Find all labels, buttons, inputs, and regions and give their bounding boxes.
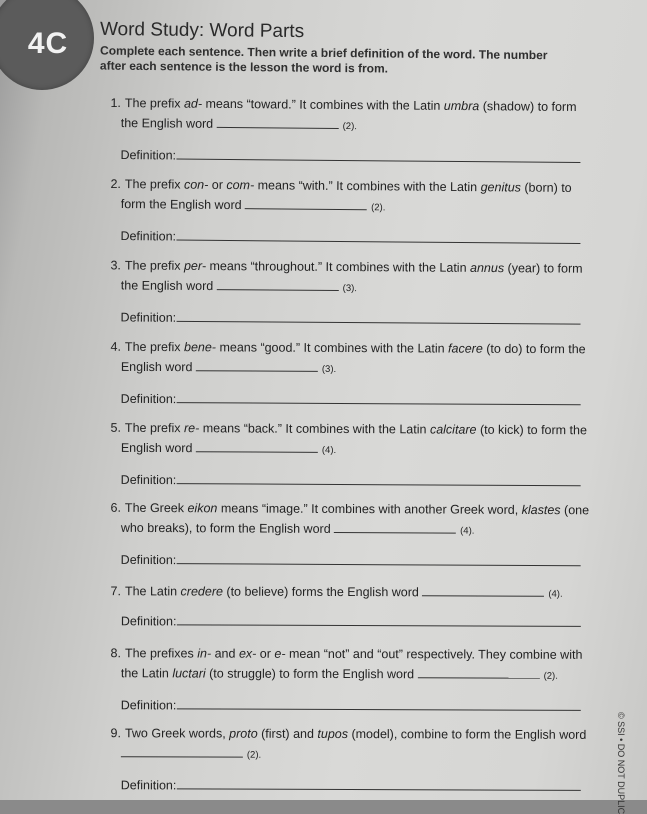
- definition-line[interactable]: [176, 612, 580, 626]
- definition-line[interactable]: [176, 776, 580, 790]
- question-number: 3.: [110, 258, 121, 273]
- question-text: (shadow) to form: [479, 99, 577, 115]
- question-item: [105, 582, 585, 629]
- definition-line[interactable]: [176, 147, 580, 164]
- definition-line[interactable]: [176, 390, 580, 405]
- question-text: (to believe) forms the English word: [222, 584, 419, 600]
- question-text: The prefix: [124, 420, 185, 436]
- answer-blank[interactable]: [196, 439, 318, 453]
- instructions: Complete each sentence. Then write a brief definition of the word. The number after each sentence is the lesson the word is from.: [99, 43, 548, 76]
- definition-label: Definition:: [120, 391, 177, 407]
- italic-term: annus: [469, 260, 505, 276]
- definition-label: Definition:: [120, 472, 177, 488]
- italic-term: com-: [226, 177, 255, 193]
- italic-term: ad-: [183, 96, 203, 111]
- italic-term: con-: [183, 177, 209, 192]
- answer-blank[interactable]: [121, 744, 243, 757]
- question-text: (to struggle) to form the English word: [205, 666, 415, 682]
- question-number: 8.: [110, 646, 121, 661]
- question-text: (one: [560, 503, 590, 518]
- definition-label: Definition:: [120, 614, 177, 629]
- lesson-number: (4).: [460, 525, 475, 537]
- question-text: means “toward.” It combines with the Latin: [202, 96, 444, 113]
- question-text: The prefixes: [124, 646, 198, 661]
- definition-label: Definition:: [120, 552, 177, 568]
- question-number: 9.: [110, 726, 121, 741]
- question-text: (first) and: [257, 726, 318, 741]
- question-text: (to kick) to form the: [476, 422, 588, 438]
- question-item: [105, 175, 585, 244]
- answer-blank[interactable]: [418, 665, 540, 678]
- answer-blank[interactable]: [217, 277, 339, 291]
- definition-label: Definition:: [120, 698, 177, 713]
- question-text: (model), combine to form the English word: [347, 727, 587, 742]
- question-text: and: [211, 646, 239, 661]
- question-text: (year) to form: [504, 261, 583, 276]
- answer-blank[interactable]: [334, 520, 456, 534]
- italic-term: in-: [197, 646, 212, 661]
- question-text: form the English word: [120, 197, 242, 213]
- question-number: 5.: [110, 420, 121, 435]
- lesson-number: (2).: [543, 670, 558, 682]
- definition-line[interactable]: [176, 696, 580, 710]
- question-text: English word: [120, 440, 193, 456]
- definition-line[interactable]: [176, 471, 580, 486]
- question-item: [105, 499, 590, 568]
- question-item: [105, 724, 587, 793]
- italic-term: eikon: [187, 501, 218, 516]
- definition-label: Definition:: [120, 310, 177, 325]
- question-item: [105, 419, 588, 488]
- question-text: Two Greek words,: [124, 726, 230, 741]
- question-text: the English word: [120, 116, 214, 131]
- answer-blank[interactable]: [217, 115, 339, 129]
- definition-label: Definition:: [120, 778, 177, 793]
- question-item: [105, 644, 585, 713]
- italic-term: credere: [180, 584, 223, 599]
- answer-blank[interactable]: [422, 583, 544, 596]
- question-text: the English word: [120, 278, 214, 294]
- definition-line[interactable]: [176, 228, 580, 245]
- definition-line[interactable]: [176, 551, 580, 566]
- answer-blank[interactable]: [245, 196, 367, 210]
- question-text: The prefix: [124, 177, 185, 192]
- definition-label: Definition:: [120, 229, 177, 244]
- definition-label: Definition:: [120, 148, 177, 163]
- question-text: or: [208, 177, 227, 192]
- italic-term: per-: [183, 258, 207, 274]
- definition-line[interactable]: [176, 309, 580, 325]
- question-number: 2.: [110, 176, 121, 192]
- question-text: or: [256, 646, 275, 661]
- question-text: mean “not” and “out” respectively. They combine with: [285, 646, 583, 662]
- italic-term: luctari: [172, 666, 206, 681]
- question-text: (born) to: [520, 180, 572, 195]
- question-text: means “throughout.” It combines with the Latin: [205, 259, 471, 275]
- question-item: [105, 338, 586, 407]
- question-text: English word: [120, 359, 193, 375]
- page-title: Word Study: Word Parts: [99, 18, 305, 43]
- copyright-note: © SSI • DO NOT DUPLIC: [616, 712, 626, 814]
- lesson-number: (2).: [371, 202, 386, 214]
- question-text: means “good.” It combines with the Latin: [215, 340, 449, 356]
- italic-term: ex-: [238, 646, 257, 661]
- question-text: The prefix: [124, 96, 185, 111]
- question-number: 6.: [110, 500, 121, 515]
- question-item: [105, 256, 585, 325]
- question-number: 4.: [110, 339, 121, 354]
- question-number: 1.: [110, 95, 121, 111]
- question-text: The Greek: [124, 500, 188, 516]
- italic-term: calcitare: [429, 422, 477, 437]
- lesson-badge-label: 4C: [27, 27, 69, 60]
- question-text: means “with.” It combines with the Latin: [254, 178, 481, 195]
- lesson-number: (4).: [548, 588, 563, 600]
- italic-term: klastes: [521, 502, 561, 518]
- italic-term: genitus: [480, 180, 522, 195]
- lesson-number: (3).: [321, 363, 337, 375]
- italic-term: tupos: [317, 726, 349, 742]
- question-text: The prefix: [124, 258, 185, 273]
- question-item: [105, 94, 585, 163]
- italic-term: facere: [448, 341, 483, 356]
- lesson-number: (2).: [342, 120, 357, 133]
- italic-term: umbra: [443, 98, 480, 114]
- question-text: The Latin: [124, 584, 181, 599]
- lesson-number: (3).: [342, 282, 357, 295]
- question-text: who breaks), to form the English word: [120, 520, 331, 536]
- question-text: The prefix: [124, 339, 185, 355]
- question-number: 7.: [110, 584, 121, 599]
- question-text: the Latin: [120, 666, 173, 681]
- italic-term: e-: [274, 646, 286, 661]
- answer-blank[interactable]: [196, 358, 318, 372]
- italic-term: bene-: [183, 340, 217, 355]
- italic-term: re-: [183, 421, 200, 436]
- question-text: means “image.” It combines with another Greek word,: [217, 501, 522, 517]
- question-text: means “back.” It combines with the Latin: [199, 421, 431, 437]
- italic-term: proto: [229, 726, 258, 741]
- question-text: (to do) to form the: [482, 341, 586, 357]
- lesson-number: (4).: [321, 444, 337, 456]
- lesson-number: (2).: [246, 749, 262, 761]
